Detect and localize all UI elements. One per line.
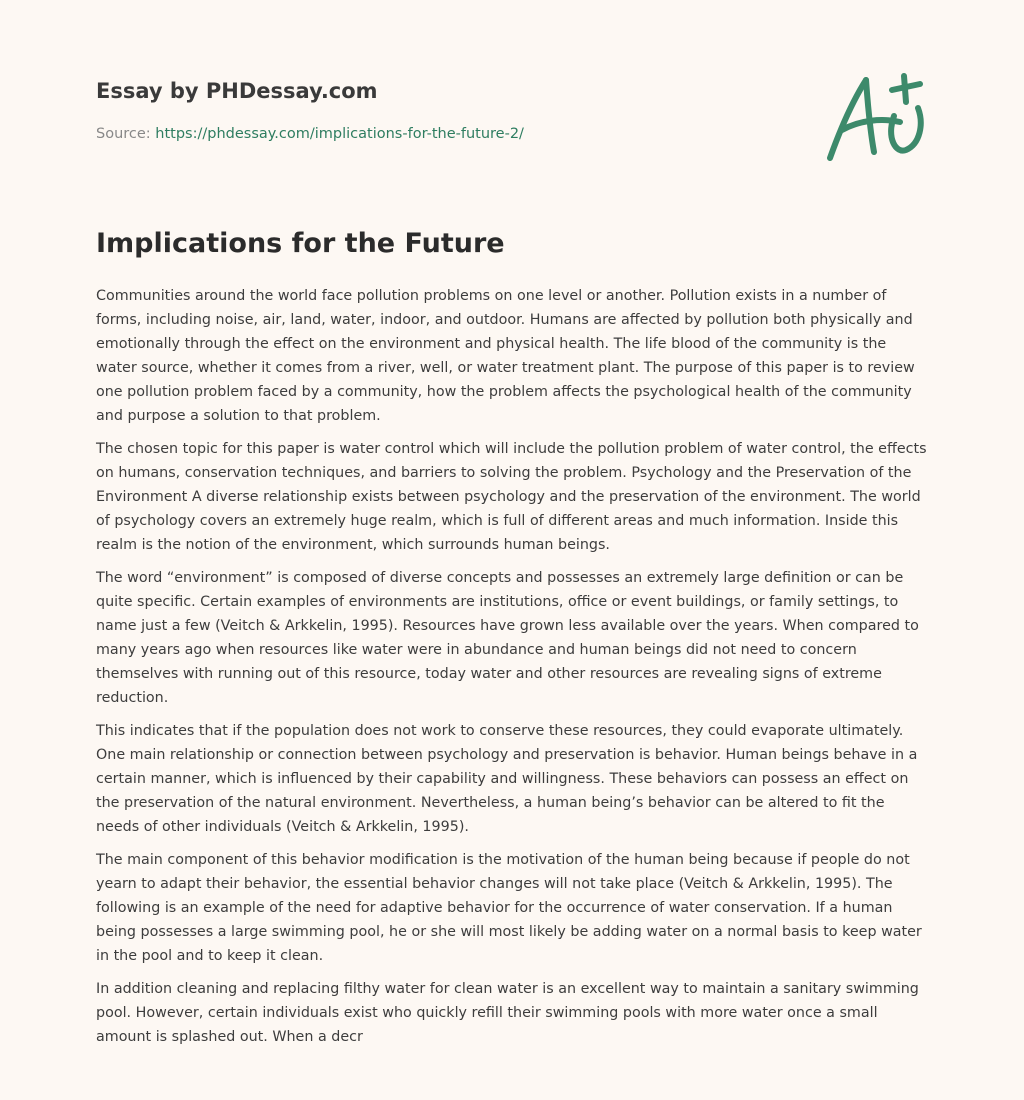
source-label: Source: bbox=[96, 126, 151, 142]
essay-paragraph: The main component of this behavior modification is the motivation of the human being because if people do not yearn to adapt their behavior, the essential behavior changes will not take place (Veitch & Arkkelin, 1995). The following is an example of the need for adaptive behavior for the occurrence of water conservation. If a human being possesses a large swimming pool, he or she will most likely be adding water on a normal basis to keep water in the pool and to keep it clean. bbox=[96, 852, 922, 964]
essay-paragraph: The chosen topic for this paper is water control which will include the pollution problem of water control, the effects on humans, conservation techniques, and barriers to solving the problem. Psychology and the Preservation of the Environment A diverse relationship exists between psychology and the preservation of the environment. The world of psychology covers an extremely huge realm, which is full of different areas and much information. Inside this realm is the notion of the environment, which surrounds human beings. bbox=[96, 441, 927, 553]
essay-title: Implications for the Future bbox=[96, 228, 505, 259]
source-line bbox=[96, 124, 928, 144]
essay-body bbox=[96, 284, 928, 1058]
essay-paragraph: This indicates that if the population does not work to conserve these resources, they could evaporate ultimately. One main relationship or connection between psychology and preservation is behavior. Human beings behave in a certain manner, which is influenced by their capability and willingness. These behaviors can possess an effect on the preservation of the natural environment. Nevertheless, a human being’s behavior can be altered to fit the needs of other individuals (Veitch & Arkkelin, 1995). bbox=[96, 723, 918, 835]
essay-paragraph: In addition cleaning and replacing filthy water for clean water is an excellent way to maintain a sanitary swimming pool. However, certain individuals exist who quickly refill their swimming pools with more water once a small amount is splashed out. When a decr bbox=[96, 981, 919, 1045]
essay-paragraph: The word “environment” is composed of diverse concepts and possesses an extremely large definition or can be quite specific. Certain examples of environments are institutions, office or event buildings, or family settings, to name just a few (Veitch & Arkkelin, 1995). Resources have grown less available over the years. When compared to many years ago when resources like water were in abundance and human beings did not need to concern themselves with running out of this resource, today water and other resources are revealing signs of extreme reduction. bbox=[96, 570, 919, 706]
essay-header bbox=[96, 78, 928, 144]
a-plus-logo-icon bbox=[822, 68, 932, 168]
source-link[interactable]: https://phdessay.com/implications-for-the-future-2/ bbox=[155, 126, 524, 142]
essay-paragraph: Communities around the world face pollution problems on one level or another. Pollution exists in a number of forms, including noise, air, land, water, indoor, and outdoor. Humans are affected by pollution both physically and emotionally through the effect on the environment and physical health. The life blood of the community is the water source, whether it comes from a river, well, or water treatment plant. The purpose of this paper is to review one pollution problem faced by a community, how the problem affects the psychological health of the community and purpose a solution to that problem. bbox=[96, 288, 915, 424]
site-title: Essay by PHDessay.com bbox=[96, 79, 378, 103]
